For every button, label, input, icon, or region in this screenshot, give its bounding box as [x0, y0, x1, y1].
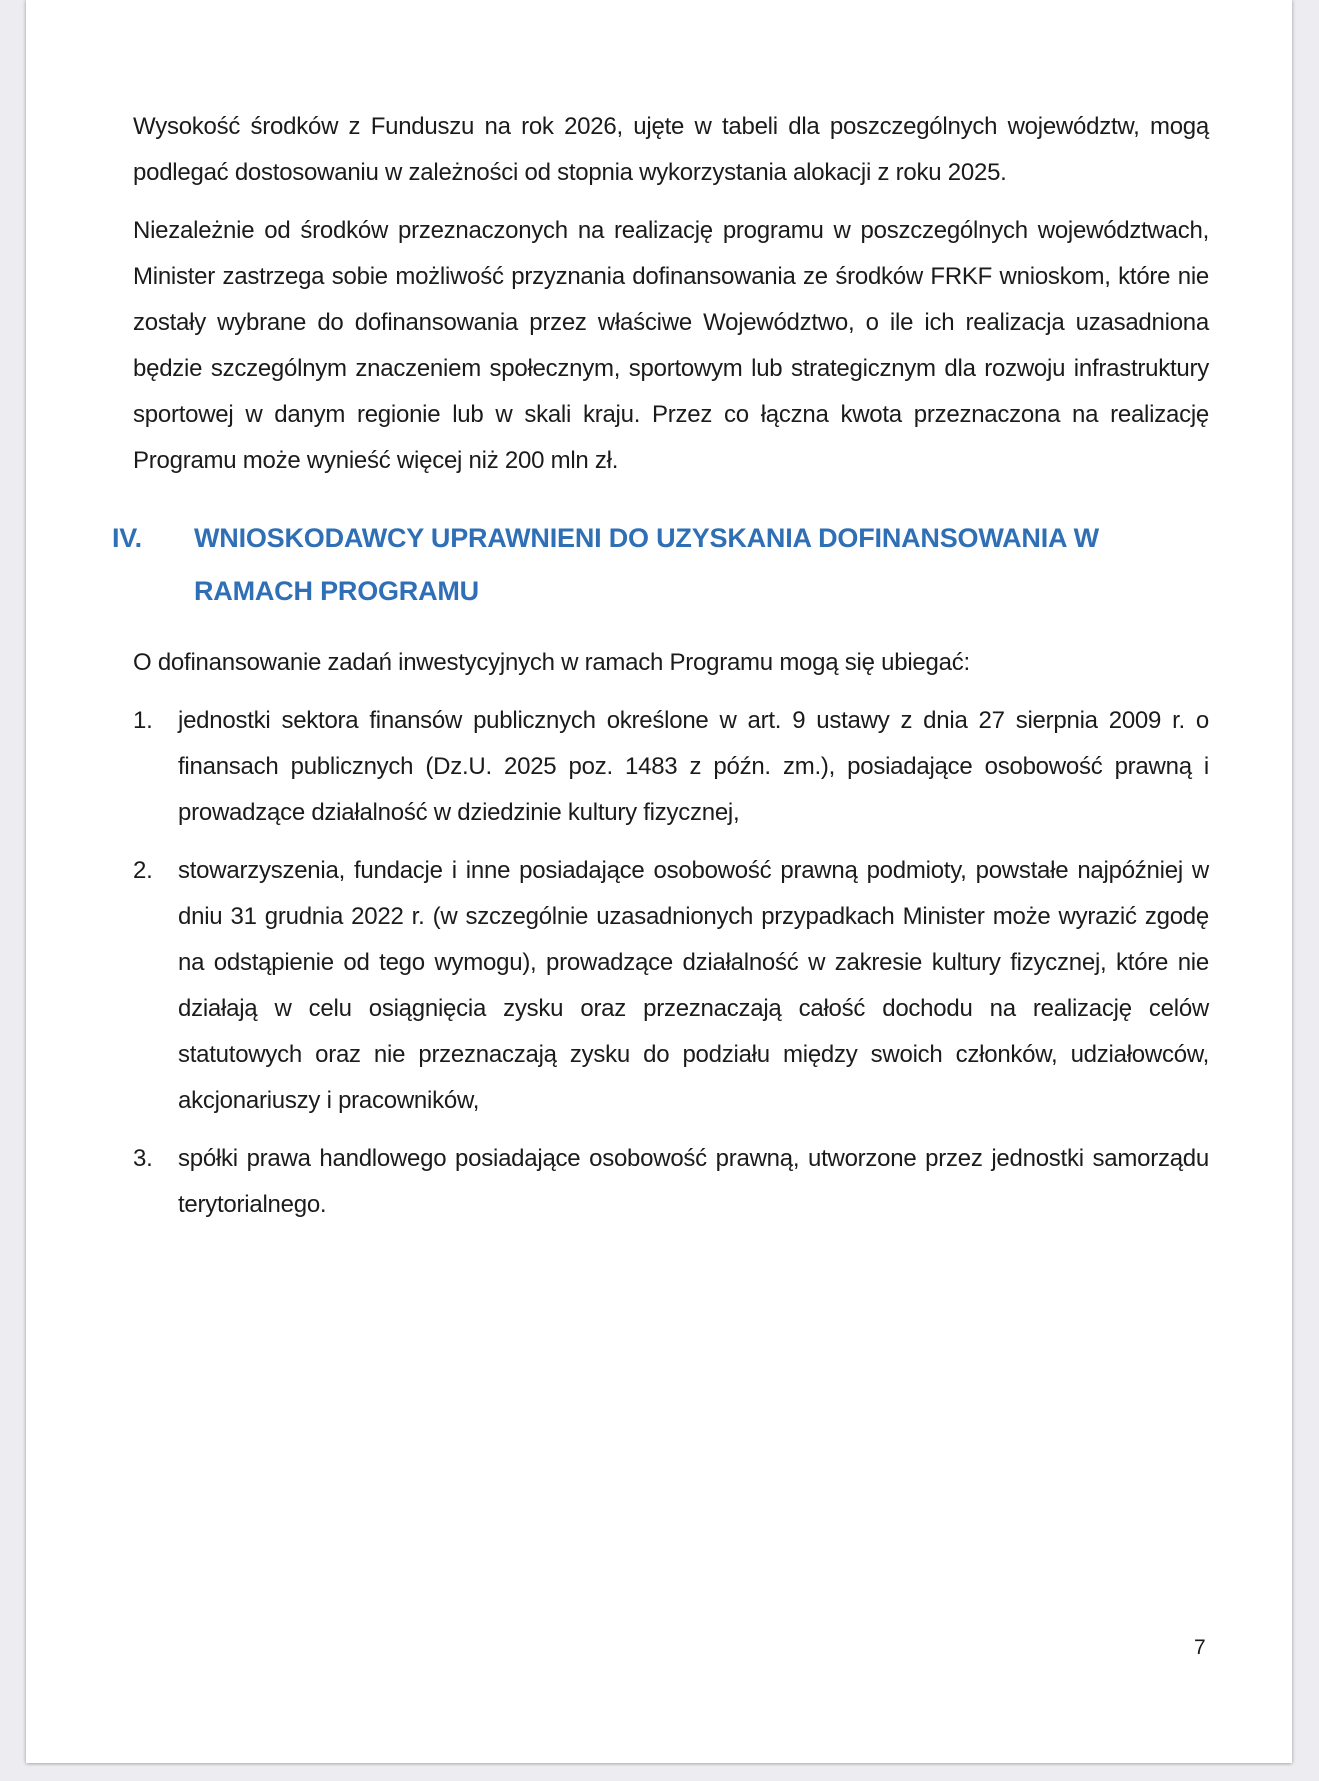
list-item-text: jednostki sektora finansów publicznych określone w art. 9 ustawy z dnia 27 sierpnia 2009 r. o finansach publicznych (Dz.U. 2025 poz. 1483 z późn. zm.), posiadające osobowość prawną i prowadzące działalność w dziedzinie kultury fizycznej,	[178, 707, 1209, 826]
paragraph-minister-discretion: Niezależnie od środków przeznaczonych na realizację programu w poszczególnych województwach, Minister zastrzega sobie możliwość przyznania dofinansowania ze środków FRKF wnioskom, które nie zostały wybrane do dofinansowania przez właściwe Województwo, o ile ich realizacja uzasadniona będzie szczególnym znaczeniem społecznym, sportowym lub strategicznym dla rozwoju infrastruktury sportowej w danym regionie lub w skali kraju. Przez co łączna kwota przeznaczona na realizację Programu może wynieść więcej niż 200 mln zł.	[133, 217, 1209, 474]
list-item	[133, 848, 1209, 1124]
list-item-number: 3.	[133, 1145, 153, 1172]
paragraph-funding-adjustment: Wysokość środków z Funduszu na rok 2026, ujęte w tabeli dla poszczególnych województw, mogą podlegać dostosowaniu w zależności od stopnia wykorzystania alokacji z roku 2025.	[133, 113, 1209, 186]
page-number: 7	[1194, 1636, 1206, 1659]
section-heading	[112, 512, 1209, 618]
document-page	[26, 0, 1292, 1763]
list-intro: O dofinansowanie zadań inwestycyjnych w ramach Programu mogą się ubiegać:	[133, 649, 970, 676]
section-title: WNIOSKODAWCY UPRAWNIENI DO UZYSKANIA DOFINANSOWANIA W RAMACH PROGRAMU	[194, 523, 1099, 606]
list-item-text: stowarzyszenia, fundacje i inne posiadające osobowość prawną podmioty, powstałe najpóźniej w dniu 31 grudnia 2022 r. (w szczególnie uzasadnionych przypadkach Minister może wyrazić zgodę na odstąpienie od tego wymogu), prowadzące działalność w zakresie kultury fizycznej, które nie działają w celu osiągnięcia zysku oraz przeznaczają całość dochodu na realizację celów statutowych oraz nie przeznaczają zysku do podziału między swoich członków, udziałowców, akcjonariuszy i pracowników,	[178, 857, 1209, 1114]
list-item	[133, 1136, 1209, 1228]
list-item-number: 1.	[133, 707, 153, 734]
list-item	[133, 698, 1209, 836]
page-content	[112, 104, 1209, 1228]
list-item-text: spółki prawa handlowego posiadające osobowość prawną, utworzone przez jednostki samorządu terytorialnego.	[178, 1145, 1209, 1218]
eligible-applicants-list	[133, 698, 1209, 1228]
list-item-number: 2.	[133, 857, 153, 884]
section-number: IV.	[112, 523, 142, 553]
